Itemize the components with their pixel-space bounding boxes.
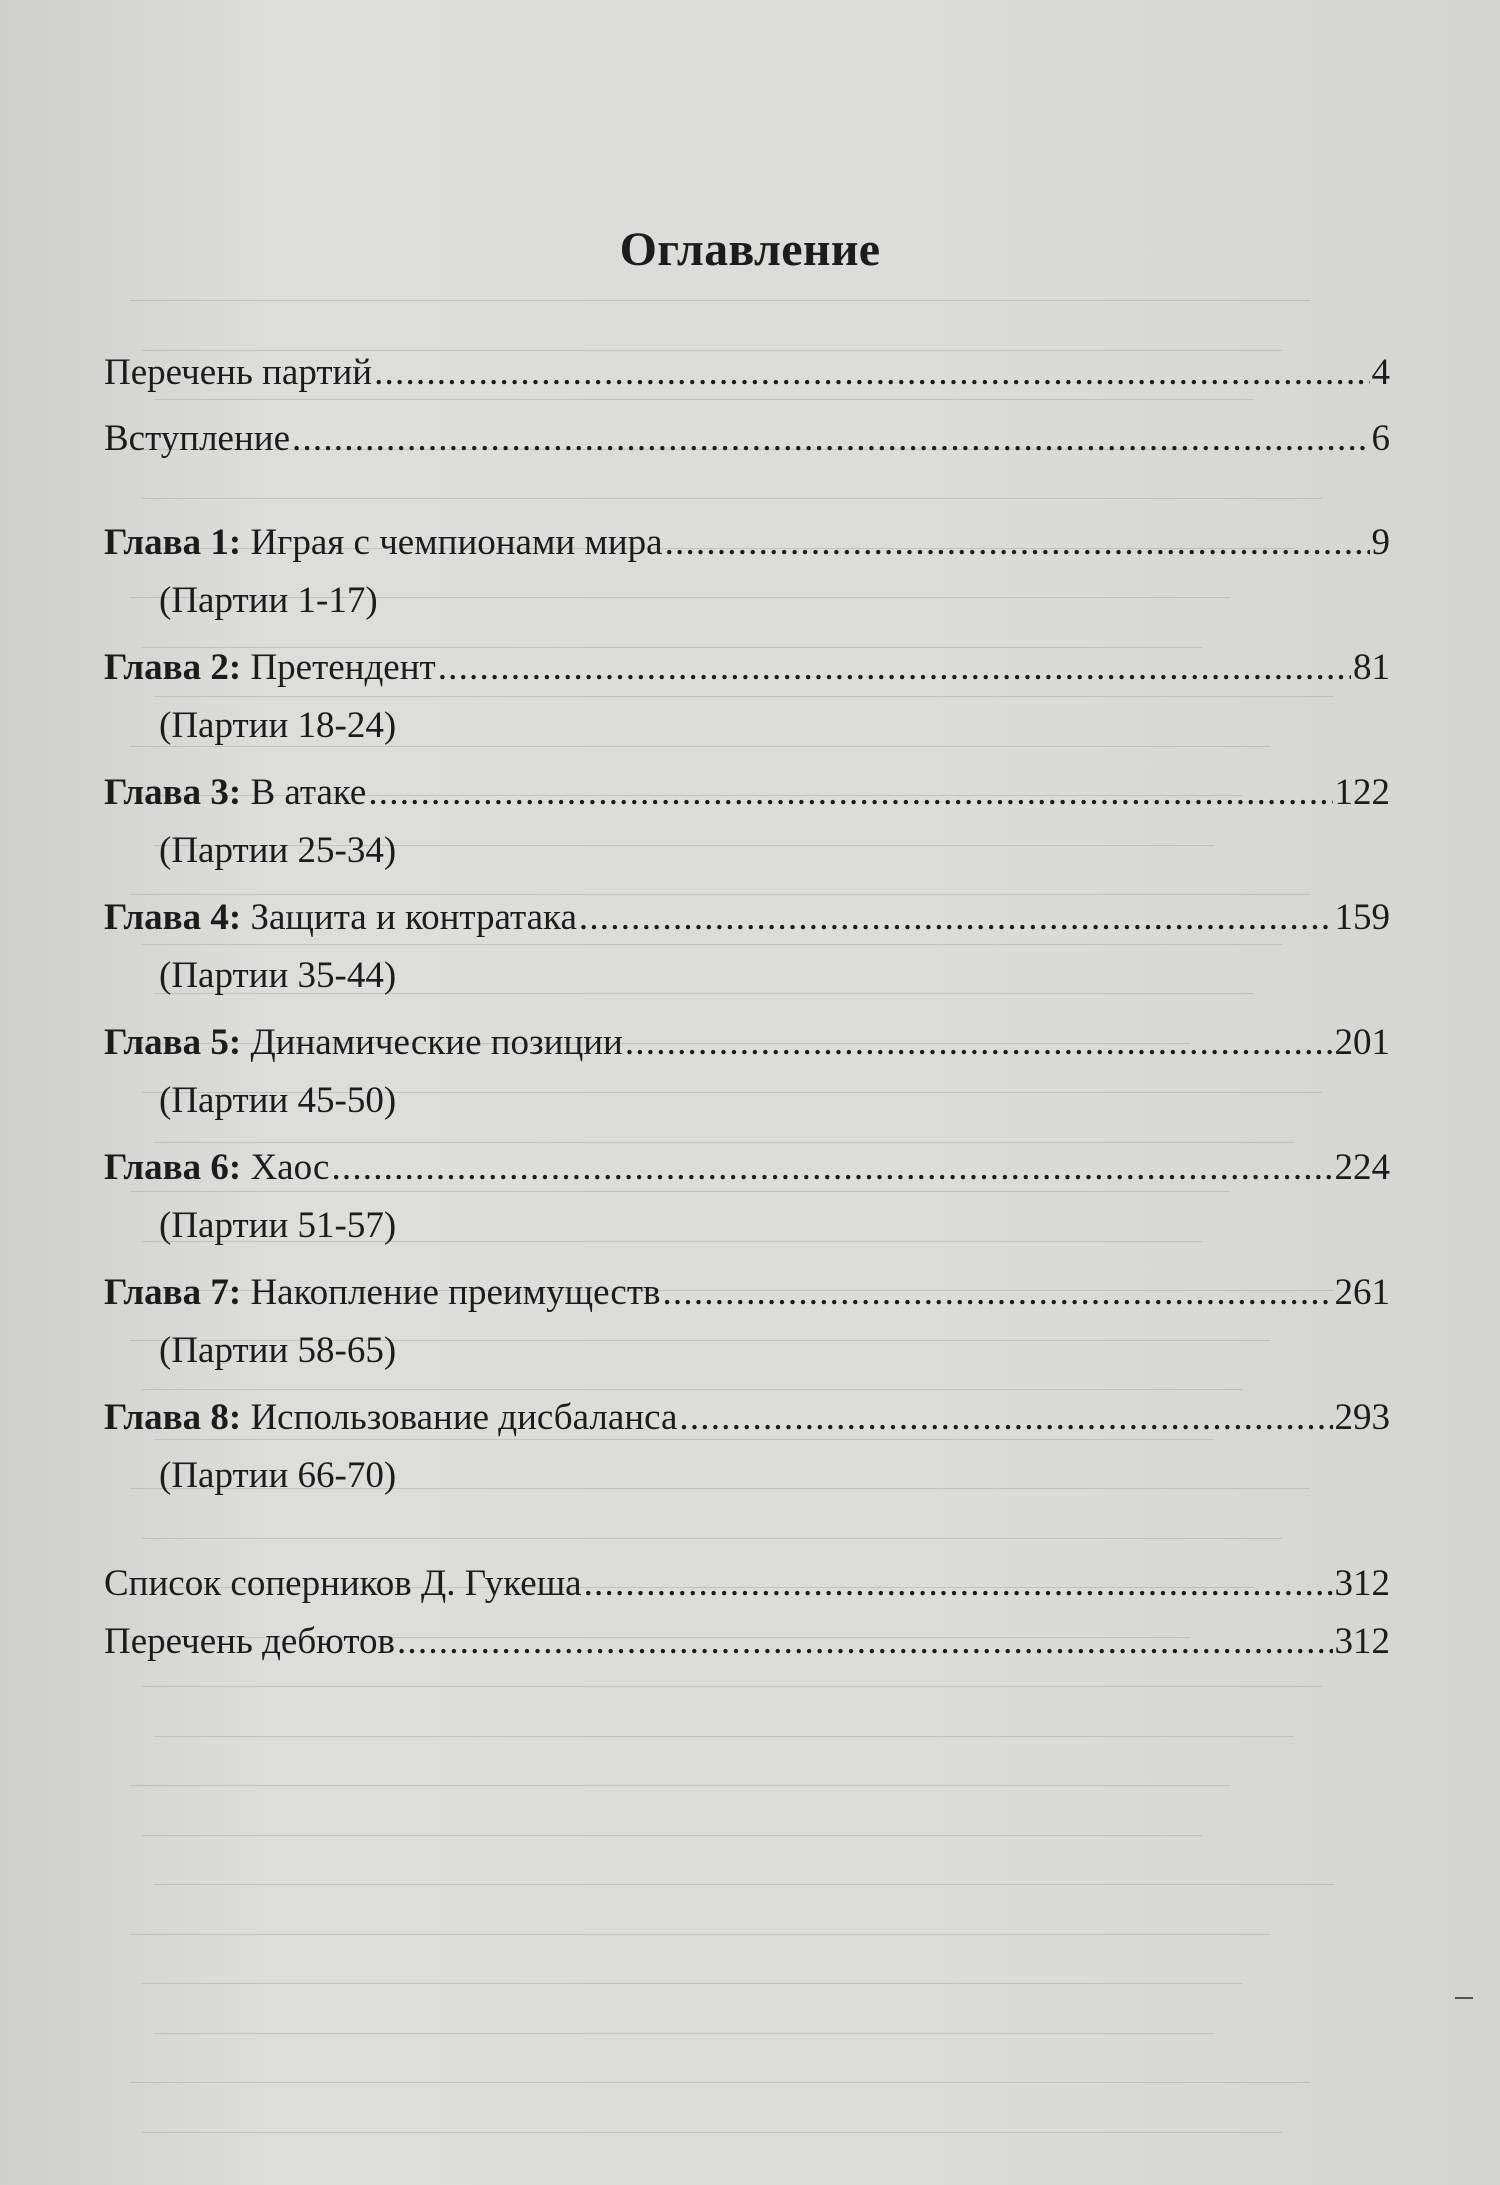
chapter-number: Глава 5: <box>104 1022 242 1063</box>
chapter-title: Использование дисбаланса <box>250 1397 678 1438</box>
show-through-line <box>142 2132 1282 2133</box>
dot-leader <box>665 520 1370 566</box>
show-through-line <box>154 2033 1214 2034</box>
dot-leader <box>397 1619 1333 1665</box>
show-through-line <box>142 944 1282 945</box>
toc-entry-chapter-8[interactable] <box>104 1395 1390 1441</box>
toc-entry-label <box>104 520 663 566</box>
show-through-line <box>154 399 1254 400</box>
chapter-number: Глава 1: <box>104 522 242 563</box>
show-through-line <box>142 1538 1282 1539</box>
show-through-line <box>130 1934 1270 1935</box>
page-title: Оглавление <box>619 223 881 277</box>
toc-page-number: 312 <box>1334 1563 1390 1604</box>
show-through-line <box>130 2082 1310 2083</box>
chapter-games-range: (Партии 35-44) <box>159 955 397 996</box>
chapter-title: Претендент <box>250 647 436 688</box>
chapter-games-range: (Партии 1-17) <box>159 580 378 621</box>
toc-page-number: 224 <box>1334 1147 1390 1188</box>
show-through-line <box>142 498 1322 499</box>
toc-entry-label <box>104 1270 660 1316</box>
dot-leader <box>579 895 1333 941</box>
chapter-number: Глава 6: <box>104 1147 242 1188</box>
show-through-line <box>154 1884 1334 1885</box>
chapter-title: Играя с чемпионами мира <box>250 522 663 563</box>
dot-leader <box>374 350 1369 396</box>
toc-page-number: 6 <box>1371 418 1390 459</box>
toc-entry-label: Перечень партий <box>104 352 373 393</box>
toc-entry-label <box>104 770 366 816</box>
toc-page-number: 4 <box>1371 352 1390 393</box>
chapter-title: Хаос <box>250 1147 330 1188</box>
chapter-title: Динамические позиции <box>250 1022 623 1063</box>
show-through-line <box>142 1835 1202 1836</box>
chapter-number: Глава 2: <box>104 647 242 688</box>
dot-leader <box>292 416 1370 462</box>
toc-entry-openings-list[interactable] <box>104 1619 1390 1665</box>
dot-leader <box>679 1395 1332 1441</box>
show-through-line <box>154 696 1334 697</box>
toc-entry-label <box>104 1145 329 1191</box>
dot-leader <box>331 1145 1332 1191</box>
show-through-line <box>130 1785 1230 1786</box>
toc-entry-chapter-3[interactable] <box>104 770 1390 816</box>
toc-entry-chapter-4[interactable] <box>104 895 1390 941</box>
dot-leader <box>584 1561 1333 1607</box>
chapter-games-range: (Партии 18-24) <box>159 705 397 746</box>
toc-page-number: 159 <box>1334 897 1390 938</box>
dot-leader <box>368 770 1332 816</box>
dot-leader <box>438 645 1351 691</box>
toc-entry-introduction[interactable] <box>104 416 1390 462</box>
toc-page-number: 201 <box>1334 1022 1390 1063</box>
toc-entry-label: Список соперников Д. Гукеша <box>104 1563 582 1604</box>
toc-entry-games-list[interactable] <box>104 350 1390 396</box>
chapter-games-range: (Партии 58-65) <box>159 1330 397 1371</box>
toc-page-number: 9 <box>1371 522 1390 563</box>
show-through-line <box>130 1191 1230 1192</box>
chapter-number: Глава 4: <box>104 897 242 938</box>
dot-leader <box>625 1020 1333 1066</box>
toc-entry-label: Перечень дебютов <box>104 1621 395 1662</box>
chapter-number: Глава 8: <box>104 1397 242 1438</box>
chapter-title: В атаке <box>250 772 367 813</box>
show-through-line <box>142 1389 1242 1390</box>
toc-page-number: 261 <box>1334 1272 1390 1313</box>
toc-entry-chapter-7[interactable] <box>104 1270 1390 1316</box>
toc-entry-label <box>104 645 436 691</box>
toc-entry-label <box>104 1395 677 1441</box>
show-through-line <box>142 1686 1322 1687</box>
toc-entry-label: Вступление <box>104 418 290 459</box>
chapter-title: Накопление преимуществ <box>250 1272 661 1313</box>
toc-entry-label <box>104 895 577 941</box>
toc-entry-opponents-list[interactable] <box>104 1561 1390 1607</box>
chapter-games-range: (Партии 51-57) <box>159 1205 397 1246</box>
chapter-number: Глава 3: <box>104 772 242 813</box>
toc-entry-chapter-2[interactable] <box>104 645 1390 691</box>
toc-page-number: 81 <box>1353 647 1390 688</box>
margin-mark <box>1455 1997 1473 1999</box>
chapter-title: Защита и контратака <box>250 897 577 938</box>
toc-entry-chapter-5[interactable] <box>104 1020 1390 1066</box>
show-through-line <box>154 1142 1294 1143</box>
chapter-games-range: (Партии 45-50) <box>159 1080 397 1121</box>
toc-entry-label <box>104 1020 623 1066</box>
toc-entry-chapter-6[interactable] <box>104 1145 1390 1191</box>
toc-page-number: 293 <box>1334 1397 1390 1438</box>
show-through-line <box>130 300 1310 301</box>
show-through-line <box>154 1736 1294 1737</box>
dot-leader <box>662 1270 1332 1316</box>
chapter-number: Глава 7: <box>104 1272 242 1313</box>
chapter-games-range: (Партии 25-34) <box>159 830 397 871</box>
chapter-games-range: (Партии 66-70) <box>159 1455 397 1496</box>
show-through-line <box>142 1983 1242 1984</box>
toc-page-number: 312 <box>1334 1621 1390 1662</box>
toc-entry-chapter-1[interactable] <box>104 520 1390 566</box>
toc-page-number: 122 <box>1334 772 1390 813</box>
